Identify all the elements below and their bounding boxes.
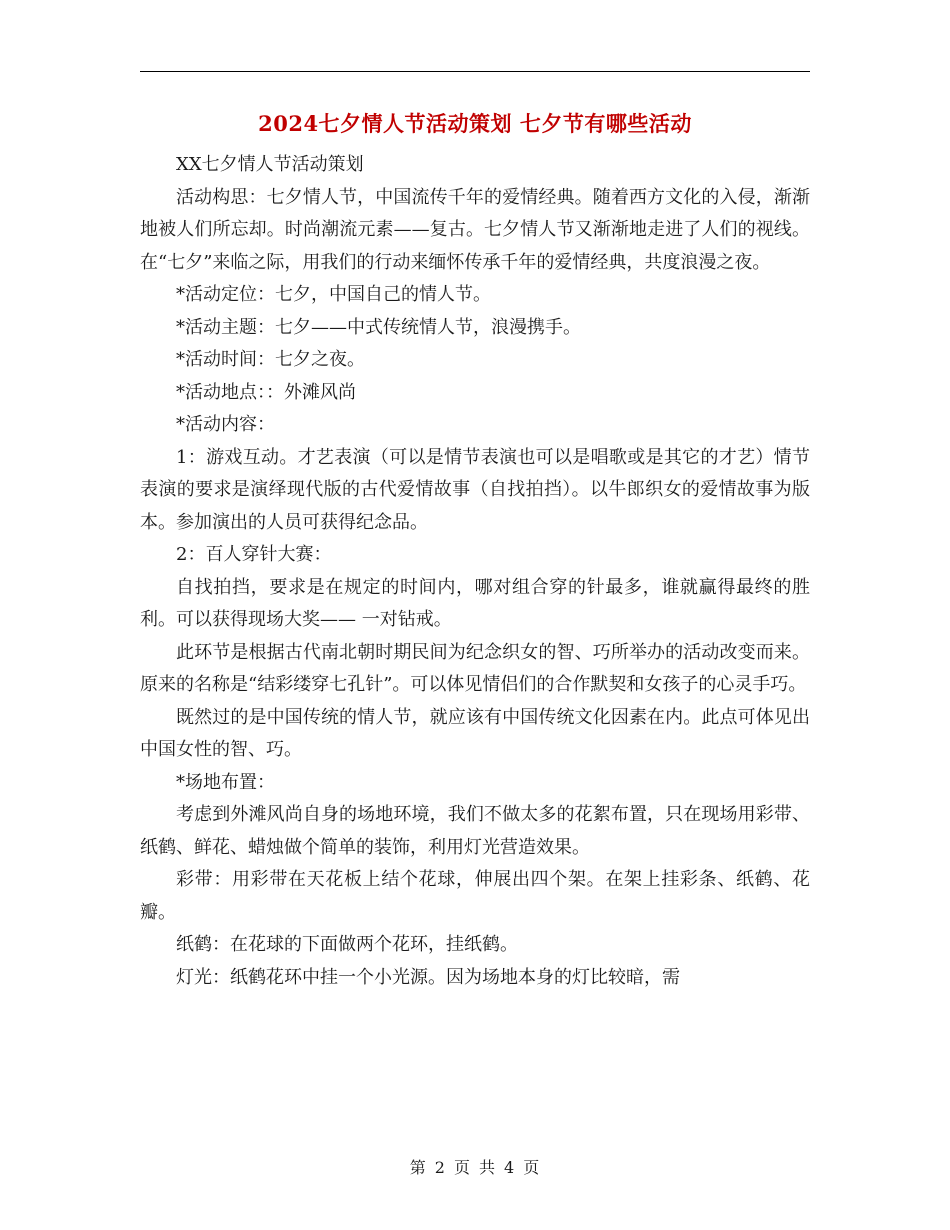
paragraph-lighting: 灯光：纸鹤花环中挂一个小光源。因为场地本身的灯比较暗，需: [176, 966, 680, 988]
footer-page-prefix: 第: [409, 1158, 427, 1177]
footer-total-pages: 4: [504, 1158, 516, 1177]
paragraph-needle-contest-heading: 2：百人穿针大赛：: [176, 544, 332, 565]
paragraph-tradition: 既然过的是中国传统的情人节，就应该有中国传统文化因素在内。此点可体见出中国女性的智、巧。: [140, 706, 810, 760]
paragraph-positioning: *活动定位：七夕，中国自己的情人节。: [176, 284, 491, 305]
paragraph-paper-cranes: 纸鹤：在花球的下面做两个花环，挂纸鹤。: [176, 934, 518, 955]
paragraph-time: *活动时间：七夕之夜。: [176, 349, 365, 370]
footer-page-unit: 页: [453, 1158, 471, 1177]
document-body: [140, 149, 810, 994]
paragraph-ribbons: 彩带：用彩带在天花板上结个花球，伸展出四个架。在架上挂彩条、纸鹤、花瓣。: [140, 869, 810, 923]
paragraph-needle-contest-rules: 自找拍挡，要求是在规定的时间内，哪对组合穿的针最多，谁就赢得最终的胜利。可以获得现场大奖—— 一对钻戒。: [140, 576, 810, 630]
document-title: 2024七夕情人节活动策划 七夕节有哪些活动: [258, 111, 692, 136]
paragraph-subtitle: XX七夕情人节活动策划: [176, 154, 364, 175]
footer-page-number: 2: [434, 1158, 446, 1177]
paragraph-location: *活动地点：：外滩风尚: [176, 381, 356, 403]
page-footer: [0, 1155, 950, 1178]
header-rule: [140, 71, 810, 72]
paragraph-content-heading: *活动内容：: [176, 414, 275, 435]
paragraph-game-interaction: 1：游戏互动。才艺表演（可以是情节表演也可以是唱歌或是其它的才艺）情节表演的要求是演绎现代版的古代爱情故事（自找拍挡）。以牛郎织女的爱情故事为版本。参加演出的人员可获得纪念品。: [140, 446, 810, 533]
paragraph-concept: 活动构思：七夕情人节，中国流传千年的爱情经典。随着西方文化的入侵，渐渐地被人们所忘却。时尚潮流元素——复古。七夕情人节又渐渐地走进了人们的视线。在“七夕”来临之际，用我们的行动来缅怀传承千年的爱情经典，共度浪漫之夜。: [140, 186, 810, 273]
paragraph-needle-contest-origin: 此环节是根据古代南北朝时期民间为纪念织女的智、巧所举办的活动改变而来。原来的名称是“结彩缕穿七孔针”。可以体见情侣们的合作默契和女孩子的心灵手巧。: [140, 641, 810, 695]
paragraph-venue-heading: *场地布置：: [176, 771, 275, 793]
paragraph-venue-overview: 考虑到外滩风尚自身的场地环境，我们不做太多的花絮布置，只在现场用彩带、纸鹤、鲜花、蜡烛做个简单的装饰，利用灯光营造效果。: [140, 804, 810, 858]
footer-total-prefix: 共: [479, 1158, 497, 1177]
footer-total-unit: 页: [523, 1158, 541, 1177]
paragraph-theme: *活动主题：七夕——中式传统情人节，浪漫携手。: [176, 316, 581, 338]
